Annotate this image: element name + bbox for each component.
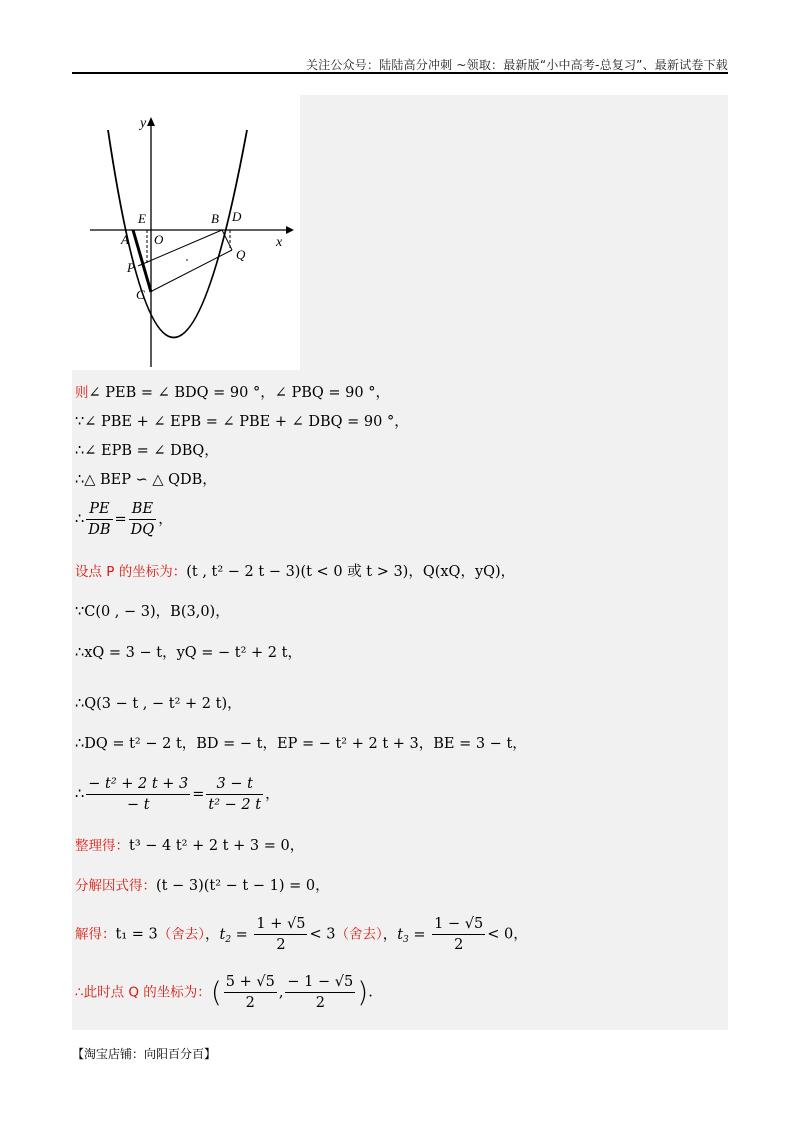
parabola-figure [72,95,300,370]
line-3-math: ∴∠ EPB = ∠ DBQ， [75,443,219,459]
solution-line-4 [75,470,217,490]
footer-text: 【淘宝店铺：向阳百分百】 [72,1047,217,1061]
line-13-prefix: 分解因式得： [75,878,156,894]
line-7-math: ∵C(0 , − 3)，B(3,0)， [75,604,230,620]
line-11-end: ， [265,786,280,803]
parabola-diagram [72,95,300,370]
line-6-prefix: 设点 P 的坐标为： [75,564,187,580]
fraction-be-dq [129,500,157,539]
segment-ac [133,230,151,292]
fraction-pe-db [86,500,112,539]
line-14-prefix: 解得： [75,926,116,943]
solution-line-13 [75,876,330,896]
line-5-end: ， [158,511,173,528]
solution-line-12 [75,836,304,856]
line-10-math: ∴DQ = t² − 2 t，BD = − t，EP = − t² + 2 t + 3，BE = 3 − t， [75,736,527,752]
left-paren: ( [210,975,222,1009]
solution-line-14: 解得：t₁ = 3（舍去），$t_2$ = $\frac{1 + √5}{2}$ < 3（舍去），$t_3$ = $\frac{1 - √5}{2}$ < 0， [75,916,528,953]
label-q: Q [236,247,246,262]
line-15-prefix: ∴此时点 Q 的坐标为： [75,984,211,1001]
label-c: C [136,287,145,302]
solution-line-5 [75,500,173,539]
label-y: y [140,116,147,131]
label-e: E [138,211,146,226]
line-14-lt0: < 0， [487,926,528,943]
line-5-equals: = [114,511,127,528]
line-14-t1: t₁ = 3 [115,926,158,943]
line-13-math: (t − 3)(t² − t − 1) = 0， [156,878,330,894]
solution-line-3 [75,441,219,461]
solution-line-8 [75,643,302,663]
label-o: O [154,232,164,247]
fraction-numerator: 3 − t [206,775,263,795]
solution-panel [72,95,728,1030]
line-6-math: (t , t² − 2 t − 3)(t < 0 或 t > 3)，Q(xQ，yQ)， [186,564,516,580]
solution-line-7 [75,602,230,622]
line-5-therefore: ∴ [75,511,85,528]
fraction-denominator: t² − 2 t [208,797,262,813]
line-1-math: ∠ PEB = ∠ BDQ = 90 °，∠ PBQ = 90 °， [88,385,390,401]
fraction-denominator: 2 [454,937,464,953]
label-b: B [211,211,219,226]
x-axis-arrow [286,226,294,234]
fraction-numerator: PE [86,500,112,520]
solution-line-10 [75,734,527,754]
line-11-equals: = [192,786,205,803]
center-dot [186,259,188,261]
fraction-denominator: − t [126,797,150,813]
line-15-end: . [368,984,373,1001]
solution-line-6 [75,562,515,582]
fraction-numerator: BE [129,500,157,520]
line-14-note-2: （舍去） [335,926,383,943]
fraction-t2 [254,915,307,954]
line-12-math: t³ − 4 t² + 2 t + 3 = 0， [129,838,305,854]
fraction-denominator: 2 [276,937,286,953]
label-x: x [276,235,283,250]
right-paren: ) [357,975,369,1009]
fraction-numerator: 5 + √5 [224,973,277,993]
y-axis-arrow [147,117,155,126]
fraction-denominator: DQ [130,522,155,538]
label-d: D [232,209,242,224]
line-8-math: ∴xQ = 3 − t，yQ = − t² + 2 t， [75,645,302,661]
line-12-prefix: 整理得： [75,838,129,854]
line-4-math: ∴△ BEP ∽ △ QDB， [75,472,217,488]
fraction-right [206,775,263,814]
header-rule [72,72,728,74]
fraction-qy [285,973,355,1012]
header-text: 关注公众号：陆陆高分冲刺 ~领取：最新版“小中高考-总复习”、最新试卷下载 [305,58,728,72]
solution-line-11 [75,775,280,814]
fraction-left [86,775,190,814]
fraction-denominator: 2 [245,995,255,1011]
solution-line-2 [75,412,409,432]
line-9-math: ∴Q(3 − t , − t² + 2 t)， [75,696,242,712]
fraction-denominator: DB [88,522,111,538]
fraction-qx [224,973,277,1012]
label-p: P [127,260,135,275]
line-14-lt3: < 3 [309,926,336,943]
fraction-numerator: − 1 − √5 [285,973,355,993]
line-11-therefore: ∴ [75,786,85,803]
fraction-t3 [432,915,485,954]
segment-cq [150,250,232,292]
fraction-numerator: 1 + √5 [254,915,307,935]
line-14-note-1: （舍去） [157,926,205,943]
line-1-prefix: 则 [75,385,89,401]
solution-line-15: ∴此时点 Q 的坐标为：( $\frac{5 + √5}{2}$ , $\frac{- 1 - √5}{2}$ ). [75,974,373,1011]
fraction-numerator: 1 − √5 [432,915,485,935]
fraction-numerator: − t² + 2 t + 3 [86,775,190,795]
solution-line-1 [75,383,390,403]
label-a: A [121,232,129,247]
fraction-denominator: 2 [315,995,325,1011]
solution-line-9 [75,694,242,714]
line-2-math: ∵∠ PBE + ∠ EPB = ∠ PBE + ∠ DBQ = 90 °， [75,414,409,430]
